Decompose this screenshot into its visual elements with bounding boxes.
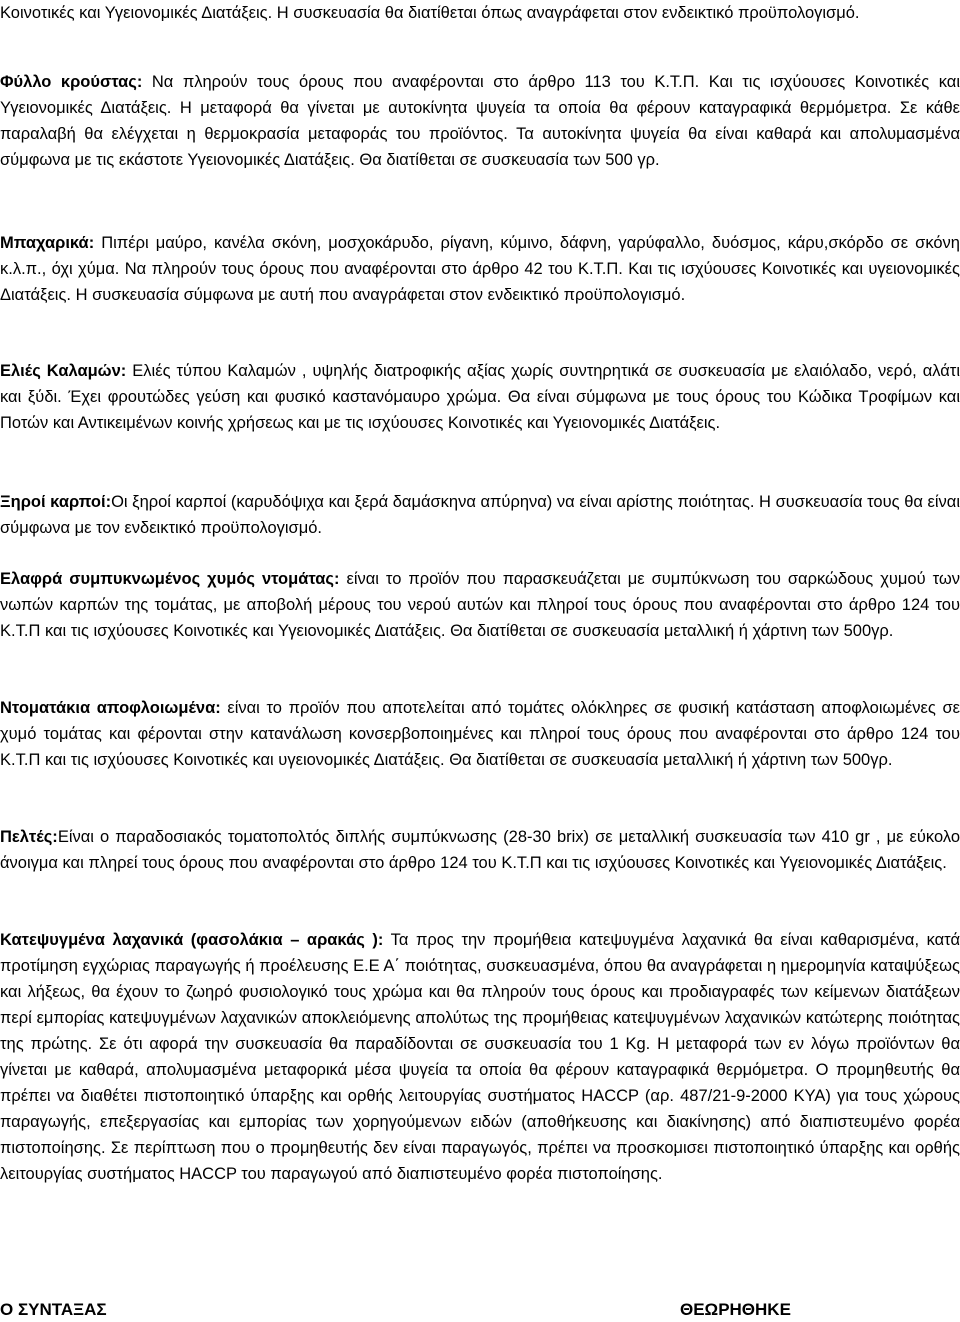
paragraph-katepsygmena-laxanika <box>0 927 960 1187</box>
paragraph-text: Πιπέρι μαύρο, κανέλα σκόνη, μοσχοκάρυδο, ρίγανη, κύμινο, δάφνη, γαρύφαλλο, δυόσμος, κάρυ,σκόρδο σε σκόνη κ.λ.π., όχι χύμα. Να πληρούν τους όρους που αναφέρονται στο άρθρο 42 του Κ.Τ.Π. Και τις ισχύουσες Κοινοτικές και υγειονομικές Διατάξεις. Η συσκευασία σύμφωνα με αυτή που αναγράφεται στον ενδεικτικό προϋπολογισμό. <box>0 234 960 304</box>
paragraph-text: είναι το προϊόν που παρασκευάζεται με συμπύκνωση του σαρκώδους χυμού των νωπών καρπών της τομάτας, με αποβολή μέρους του νερού αυτών και πληροί τους όρους που αναφέρονται στο άρθρο 124 του Κ.Τ.Π και τις ισχύουσες Κοινοτικές και Υγειονομικές Διατάξεις. Θα διατίθεται σε συσκευασία μεταλλική ή χάρτινη των 500γρ. <box>0 570 960 640</box>
paragraph-text: Ελιές τύπου Καλαμών , υψηλής διατροφικής αξίας χωρίς συντηρητικά σε συσκευασία με ελαιόλαδο, νερό, αλάτι και ξύδι. Έχει φρουτώδες γεύση και φυσικό καστανόμαυρο χρώμα. Θα είναι σύμφωνα με τους όρους του Κώδικα Τροφίμων και Ποτών και Αντικειμένων κοινής χρήσεως και με τις ισχύουσες Κοινοτικές και Υγειονομικές Διατάξεις. <box>0 362 960 432</box>
paragraph-elies-kalamon <box>0 358 960 436</box>
paragraph-peltes <box>0 824 960 876</box>
item-term: Φύλλο κρούστας: <box>0 73 143 91</box>
paragraph-text: Να πληρούν τους όρους που αναφέρονται στο άρθρο 113 του Κ.Τ.Π. Και τις ισχύουσες Κοινοτικές και Υγειονομικές Διατάξεις. Η μεταφορά θα γίνεται με αυτοκίνητα ψυγεία τα οποία θα φέρουν καταγραφικά θερμόμετρα. Σε κάθε παραλαβή θα ελέγχεται η θερμοκρασία μεταφοράς του προϊόντος. Τα αυτοκίνητα ψυγεία θα είναι καθαρά και απολυμασμένα σύμφωνα με τις εκάστοτε Υγειονομικές Διατάξεις. Θα διατίθεται σε συσκευασία των 500 γρ. <box>0 73 960 169</box>
paragraph-xiroi-karpoi <box>0 489 960 541</box>
paragraph-text: Οι ξηροί καρποί (καρυδόψιχα και ξερά δαμάσκηνα απύρηνα) να είναι αρίστης ποιότητας. Η συσκευασία τους θα είναι σύμφωνα με τον ενδεικτικό προϋπολογισμό. <box>0 493 960 537</box>
item-term: Ελιές Καλαμών: <box>0 362 127 380</box>
item-term: Κατεψυγμένα λαχανικά (φασολάκια – αρακάς ): <box>0 931 384 949</box>
item-term: Μπαχαρικά: <box>0 234 95 252</box>
paragraph-baharika <box>0 230 960 308</box>
paragraph-text: Τα προς την προμήθεια κατεψυγμένα λαχανικά θα είναι καθαρισμένα, κατά προτίμηση εγχώριας παραγωγής ή προέλευσης Ε.Ε Α΄ ποιότητας, συσκευασμένα, όπου θα αναγράφεται η ημερομηνία καταψύξεως και λήξεως, θα έχουν το ζωηρό φυσιολογικό τους χρώμα και θα πληρούν τους όρους και προδιαγραφές των κείμενων διατάξεων περί εμπορίας κατεψυγμένων λαχανικών αποκλειόμενης απολύτως της προμήθειας κατεψυγμένων λαχανικών κατώτερης ποιότητας της πρώτης. Σε ότι αφορά την συσκευασία θα παραδίδονται σε συσκευασία του 1 Kg. Η μεταφορά των εν λόγω προϊόντων θα γίνεται με καθαρά, απολυμασμένα μεταφορικά μέσα ψυγεία τα οποία θα φέρουν καταγραφικά θερμόμετρα. Ο προμηθευτής θα πρέπει να διαθέτει πιστοποιητικό ύπαρξης και ορθής λειτουργίας συστήματος HACCP (αρ. 487/21-9-2000 ΚΥΑ) για τους χώρους παραγωγής, επεξεργασίας και εμπορίας των χορηγούμενων ειδών (αποθήκευσης και διακίνησης) από διαπιστευμένο φορέα πιστοποίησης. Σε περίπτωση που ο προμηθευτής δεν είναι παραγωγός, πρέπει να προσκομισει πιστοποιητικό ύπαρξης και ορθής λειτουργίας συστήματος HACCP του παραγωγού από διαπιστευμένο φορέα πιστοποίησης. <box>0 931 960 1183</box>
item-term: Ντοματάκια αποφλοιωμένα: <box>0 699 221 717</box>
signature-approved-label: ΘΕΩΡΗΘΗΚΕ <box>680 1300 791 1319</box>
item-term: Ξηροί καρποί: <box>0 493 112 511</box>
item-term: Πελτές: <box>0 828 58 846</box>
paragraph-filo-krustas <box>0 69 960 173</box>
paragraph-ntomatakia <box>0 695 960 773</box>
paragraph-text: Είναι ο παραδοσιακός τοματοπολτός διπλής συμπύκνωσης (28-30 brix) σε μεταλλική συσκευασία των 410 gr , με εύκολο άνοιγμα και πληρεί τους όρους που αναφέρονται στο άρθρο 124 του Κ.Τ.Π και τις ισχύουσες Κοινοτικές και Υγειονομικές Διατάξεις. <box>0 828 960 872</box>
paragraph-text: Κοινοτικές και Υγειονομικές Διατάξεις. Η συσκευασία θα διατίθεται όπως αναγράφεται στον ενδεικτικό προϋπολογισμό. <box>0 4 860 22</box>
item-term: Ελαφρά συμπυκνωμένος χυμός ντομάτας: <box>0 570 340 588</box>
paragraph-text: είναι το προϊόν που αποτελείται από τομάτες ολόκληρες σε φυσική κατάσταση αποφλοιωμένες σε χυμό τομάτας και φέρονται στην κατανάλωση κονσερβοποιημένες και πληροί τους όρους που αναφέρονται στο άρθρο 124 του Κ.Τ.Π και τις ισχύουσες Κοινοτικές και υγειονομικές Διατάξεις. Θα διατίθεται σε συσκευασία μεταλλική ή χάρτινη των 500γρ. <box>0 699 960 769</box>
paragraph-packaging-intro <box>0 0 960 26</box>
paragraph-xymos-ntomatas <box>0 566 960 644</box>
signature-composer-label: Ο ΣΥΝΤΑΞΑΣ <box>0 1300 107 1319</box>
